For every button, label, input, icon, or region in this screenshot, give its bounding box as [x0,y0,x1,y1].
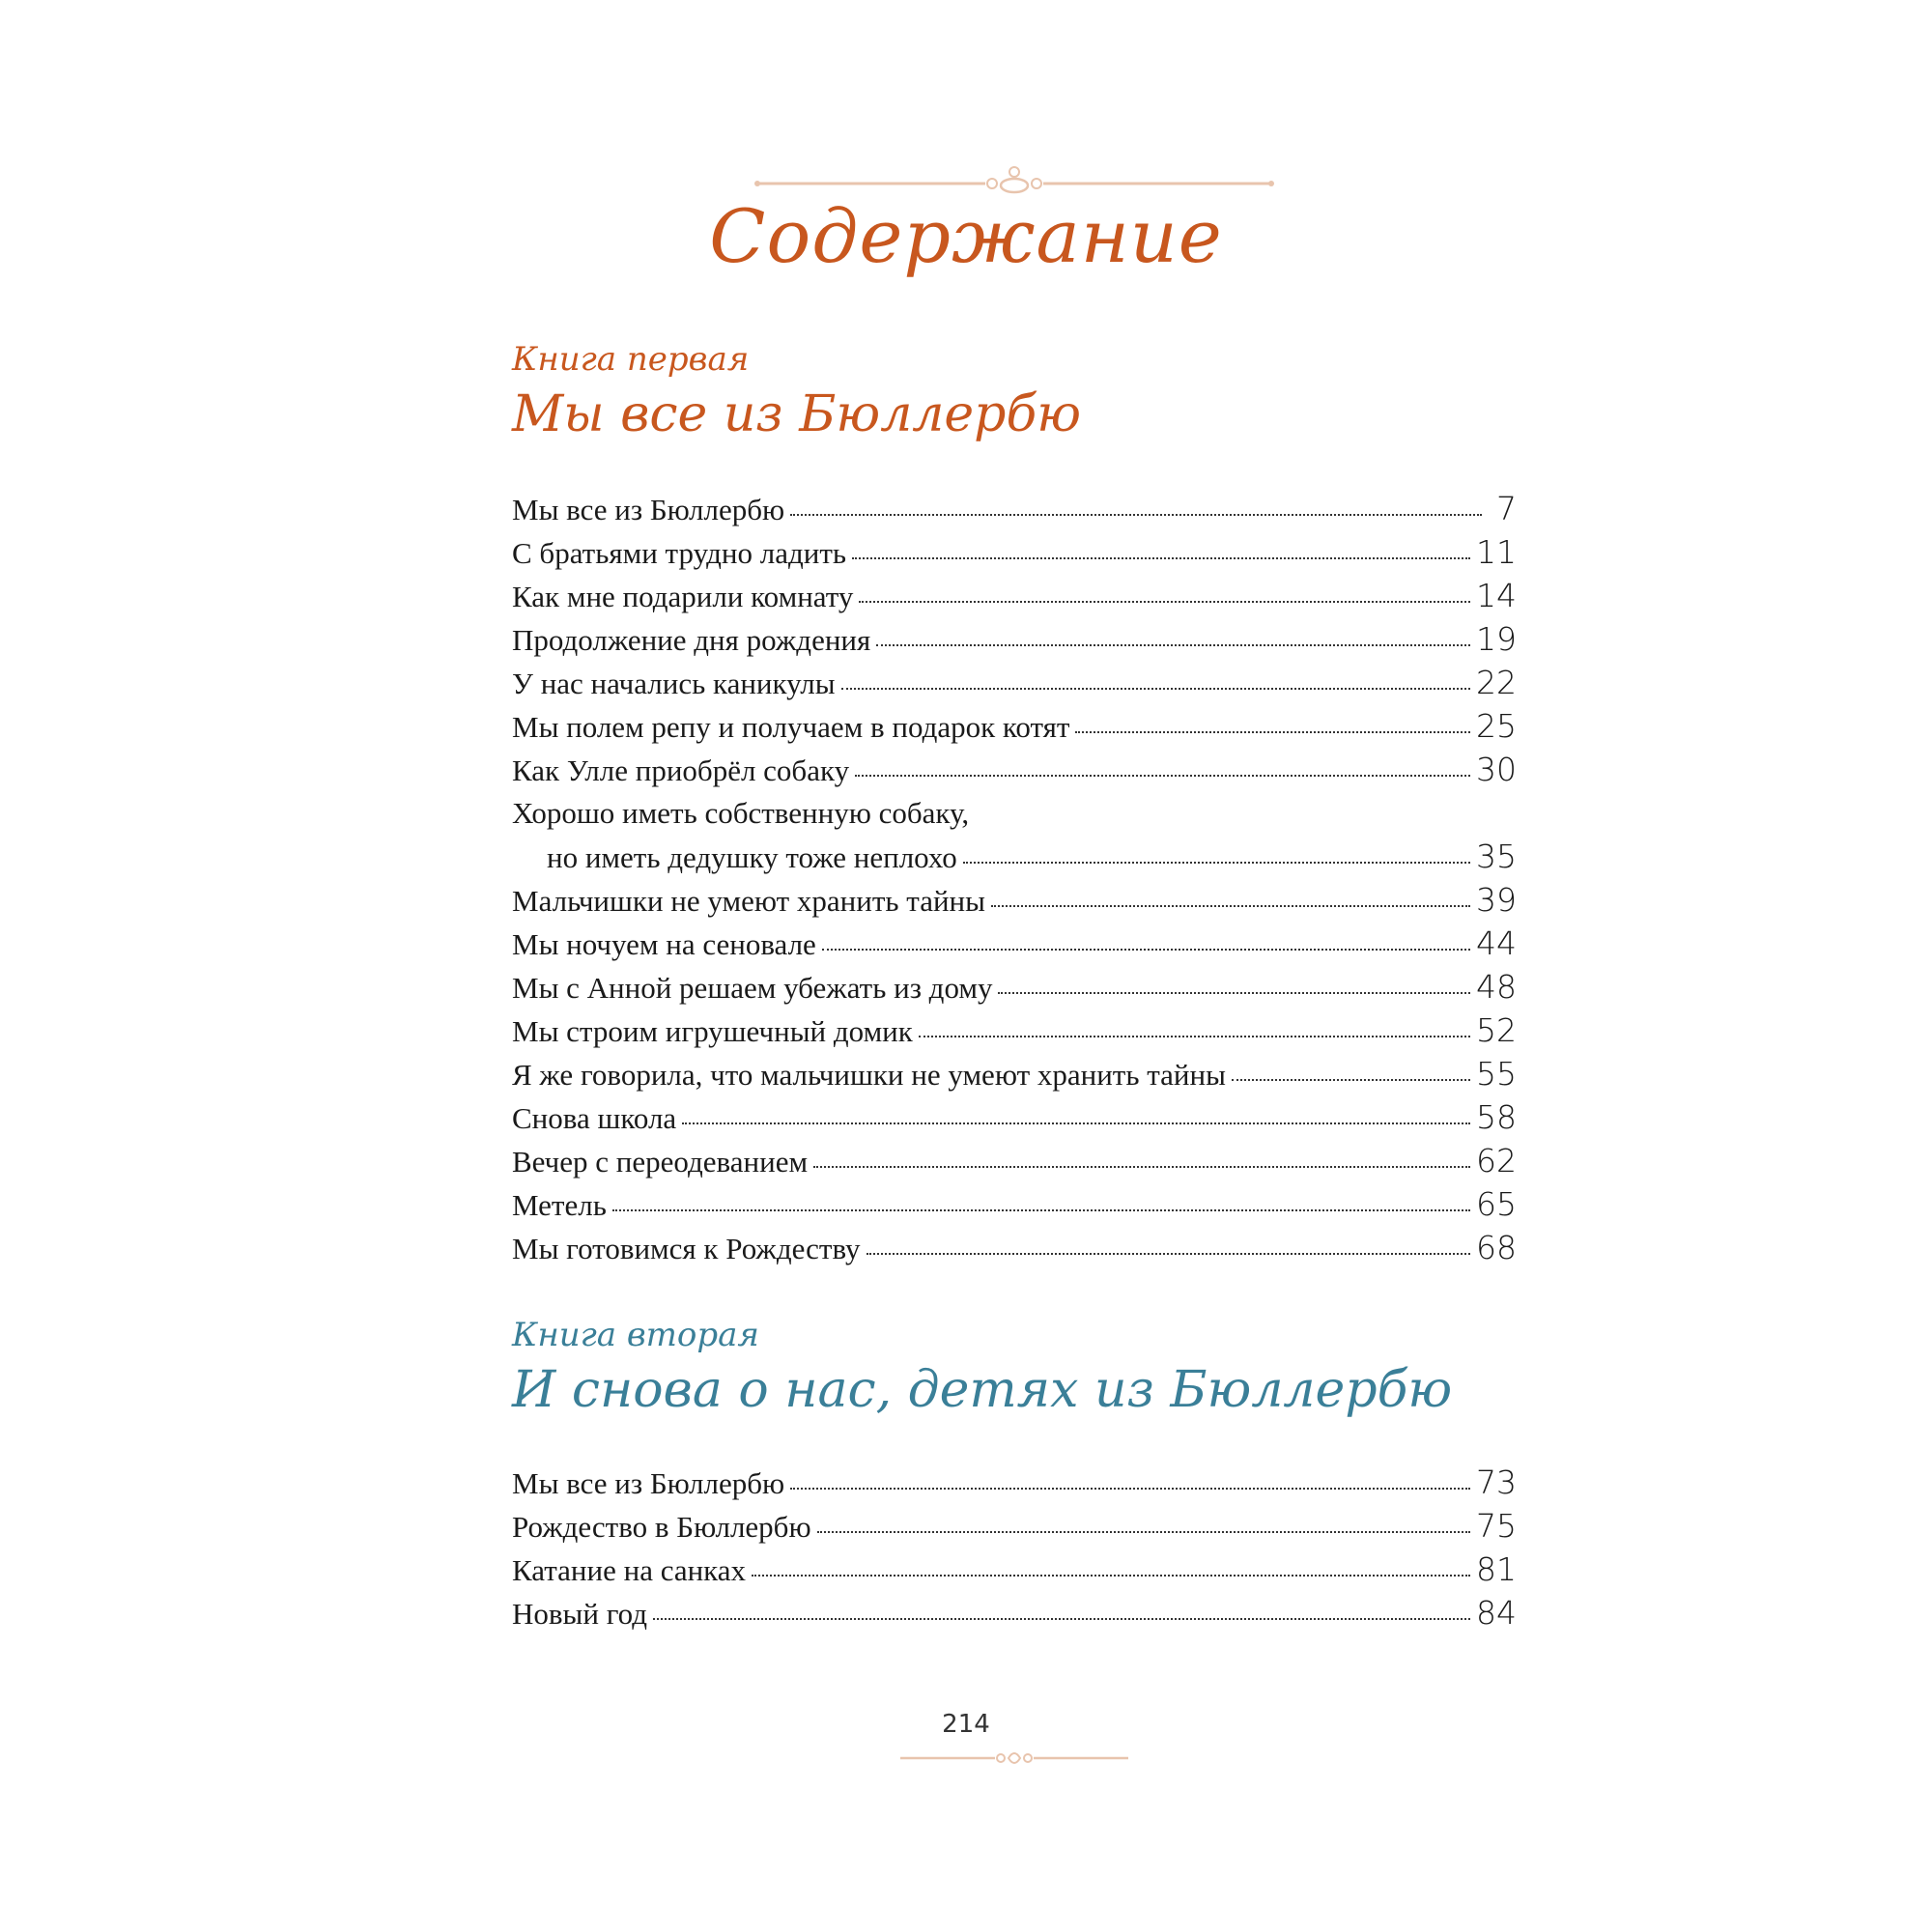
dot-leader [855,774,1470,777]
toc-entry[interactable] [512,791,1517,878]
entry-title: У нас начались каникулы [512,667,836,700]
book-two-title: И снова о нас, детях из Бюллербю [512,1361,1453,1419]
dot-leader [653,1617,1470,1620]
entry-page: 81 [1476,1550,1517,1588]
dot-leader [919,1035,1470,1037]
book-one-label: Книга первая [512,340,750,379]
dot-leader [867,1252,1470,1255]
entry-page: 58 [1476,1098,1517,1136]
entry-page: 75 [1476,1507,1517,1545]
toc-entry[interactable] [512,704,1517,748]
toc-entry[interactable] [512,1139,1517,1182]
entry-title: Продолжение дня рождения [512,623,871,657]
dot-leader [813,1165,1470,1168]
book-two-label: Книга вторая [512,1316,759,1354]
entry-title: Мы ночуем на сеновале [512,927,816,961]
toc-entry[interactable] [512,487,1517,530]
dot-leader [1075,730,1470,733]
book-one-section [512,338,1517,1269]
entry-page: 65 [1476,1185,1517,1223]
dot-leader [991,904,1470,907]
entry-title: Мы все из Бюллербю [512,493,785,526]
dot-leader [752,1574,1470,1577]
entry-page: 73 [1476,1463,1517,1501]
entry-page: 22 [1476,664,1517,701]
entry-page: 39 [1476,881,1517,919]
entry-title: Метель [512,1188,607,1222]
book-two-entries [512,1461,1517,1634]
dot-leader [859,600,1470,603]
toc-entry[interactable] [512,1226,1517,1269]
entry-title: Как Улле приобрёл собаку [512,753,850,787]
dot-leader [612,1208,1470,1211]
dot-leader [790,1487,1470,1490]
book-one-title: Мы все из Бюллербю [512,385,1081,443]
dot-leader [852,556,1470,559]
toc-entry[interactable] [512,965,1517,1009]
entry-title-line1: Хорошо иметь собственную собаку, [512,796,970,830]
dot-leader [841,687,1470,690]
toc-entry[interactable] [512,1182,1517,1226]
dot-leader [822,948,1470,951]
dot-leader [682,1122,1470,1124]
toc-entry[interactable] [512,1009,1517,1052]
entry-page: 25 [1476,707,1517,745]
entry-title: Мы все из Бюллербю [512,1466,785,1500]
entry-title: Мы полем репу и получаем в подарок котят [512,710,1070,744]
bottom-ornament-icon [898,1747,1130,1770]
toc-entry[interactable] [512,617,1517,661]
page-number: 214 [942,1710,990,1739]
dot-leader [817,1530,1470,1533]
dot-leader [998,991,1470,994]
entry-title: Я же говорила, что мальчишки не умеют хранить тайны [512,1058,1226,1092]
dot-leader [963,861,1470,864]
entry-title-line2: но иметь дедушку тоже неплохо [547,840,957,874]
toc-entry[interactable] [512,1548,1517,1591]
toc-entry[interactable] [512,530,1517,574]
entry-title: Мы строим игрушечный домик [512,1014,913,1048]
entry-page: 11 [1476,533,1517,571]
toc-entry[interactable] [512,574,1517,617]
entry-page: 30 [1476,751,1517,788]
entry-page: 55 [1476,1055,1517,1093]
entry-title: Мы с Анной решаем убежать из дому [512,971,993,1005]
toc-entry[interactable] [512,661,1517,704]
page-title: Содержание [709,193,1223,279]
entry-page: 14 [1476,577,1517,614]
entry-page: 48 [1476,968,1517,1006]
entry-page: 68 [1476,1229,1517,1266]
toc-entry[interactable] [512,1461,1517,1504]
entry-title: Как мне подарили комнату [512,580,854,613]
book-one-entries [512,487,1517,1269]
entry-page: 19 [1476,620,1517,658]
dot-leader [790,513,1482,516]
entry-title: Мальчишки не умеют хранить тайны [512,884,985,918]
entry-page: 52 [1476,1011,1517,1049]
dot-leader [876,643,1470,646]
entry-page: 62 [1476,1142,1517,1179]
entry-title: Снова школа [512,1101,677,1135]
entry-page: 84 [1476,1594,1517,1632]
entry-page: 44 [1476,924,1517,962]
book-two-section [512,1314,1517,1634]
entry-page: 35 [1476,838,1517,875]
toc-entry[interactable] [512,1591,1517,1634]
toc-entry[interactable] [512,922,1517,965]
entry-page: 7 [1496,490,1517,527]
toc-entry[interactable] [512,748,1517,791]
dot-leader [1232,1078,1470,1081]
toc-entry[interactable] [512,1504,1517,1548]
entry-title: Рождество в Бюллербю [512,1510,811,1544]
entry-title: С братьями трудно ладить [512,536,847,570]
toc-entry[interactable] [512,1052,1517,1095]
toc-entry[interactable] [512,878,1517,922]
entry-title: Новый год [512,1597,648,1631]
entry-title: Катание на санках [512,1553,747,1587]
entry-title: Вечер с переодеванием [512,1145,809,1179]
entry-title: Мы готовимся к Рождеству [512,1232,861,1265]
toc-entry[interactable] [512,1095,1517,1139]
